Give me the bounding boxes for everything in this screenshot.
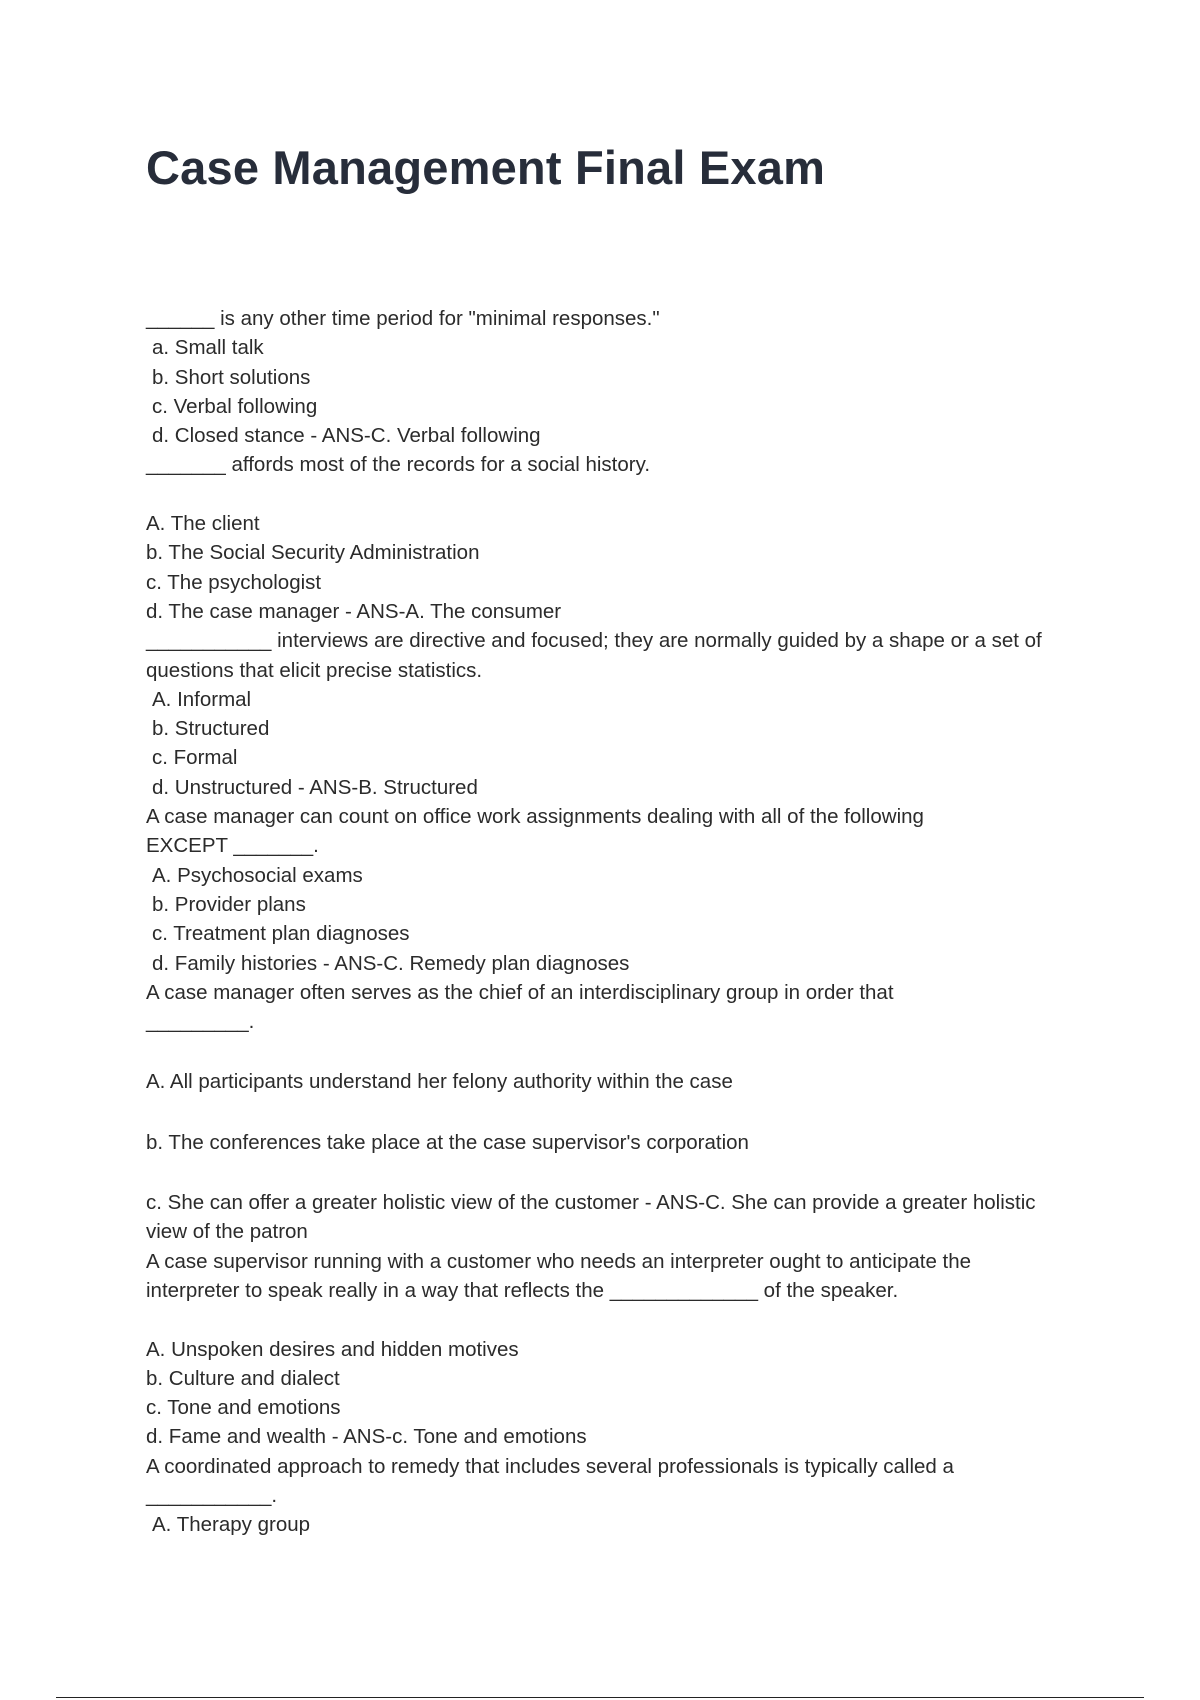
answer-option: c. She can offer a greater holistic view of the customer - ANS-C. She can provide a greater holistic view of the patron <box>146 1191 1036 1244</box>
answer-option: b. The Social Security Administration <box>146 541 480 565</box>
answer-option: b. Structured <box>152 717 270 741</box>
answer-option: A. Unspoken desires and hidden motives <box>146 1337 519 1361</box>
answer-option: a. Small talk <box>152 336 264 360</box>
exam-content <box>146 304 1066 1540</box>
question-stem: _______ affords most of the records for a social history. <box>146 453 651 477</box>
spacer <box>146 1157 1066 1188</box>
spacer <box>146 1097 1066 1128</box>
answer-option: c. Verbal following <box>152 394 318 418</box>
spacer <box>146 1036 1066 1067</box>
answer-option: c. The psychologist <box>146 570 322 594</box>
page-title: Case Management Final Exam <box>146 141 826 194</box>
answer-option: d. Fame and wealth - ANS-c. Tone and emotions <box>146 1425 587 1449</box>
answer-option: c. Formal <box>152 746 238 770</box>
answer-option: c. Tone and emotions <box>146 1396 341 1420</box>
answer-option: d. The case manager - ANS-A. The consumer <box>146 599 562 623</box>
answer-option: b. Provider plans <box>152 892 306 916</box>
question-stem: A case supervisor running with a customer who needs an interpreter ought to anticipate the interpreter to speak really in a way that reflects the _____________ of the speaker. <box>146 1249 972 1302</box>
answer-option: d. Family histories - ANS-C. Remedy plan diagnoses <box>152 951 630 975</box>
answer-option: A. Informal <box>152 687 252 711</box>
question-stem: A coordinated approach to remedy that includes several professionals is typically called a ___________. <box>146 1454 954 1507</box>
answer-option: A. The client <box>146 512 260 536</box>
answer-option: b. Culture and dialect <box>146 1366 340 1390</box>
answer-option: d. Unstructured - ANS-B. Structured <box>152 775 478 799</box>
spacer <box>146 1305 1066 1334</box>
footer-divider <box>56 1697 1144 1698</box>
answer-option: b. The conferences take place at the case supervisor's corporation <box>146 1130 749 1154</box>
answer-option: b. Short solutions <box>152 365 311 389</box>
question-stem: ___________ interviews are directive and focused; they are normally guided by a shape or a set of questions that elicit precise statistics. <box>146 629 1042 682</box>
answer-option: A. Therapy group <box>152 1513 311 1537</box>
spacer <box>146 480 1066 509</box>
answer-option: A. Psychosocial exams <box>152 863 363 887</box>
answer-option: c. Treatment plan diagnoses <box>152 922 410 946</box>
question-stem: A case manager can count on office work assignments dealing with all of the following EXCEPT _______. <box>146 805 924 858</box>
question-stem: ______ is any other time period for "minimal responses." <box>146 307 660 330</box>
question-stem: A case manager often serves as the chief of an interdisciplinary group in order that _________. <box>146 980 894 1034</box>
answer-option: A. All participants understand her felony authority within the case <box>146 1070 733 1094</box>
answer-option: d. Closed stance - ANS-C. Verbal following <box>152 424 541 448</box>
